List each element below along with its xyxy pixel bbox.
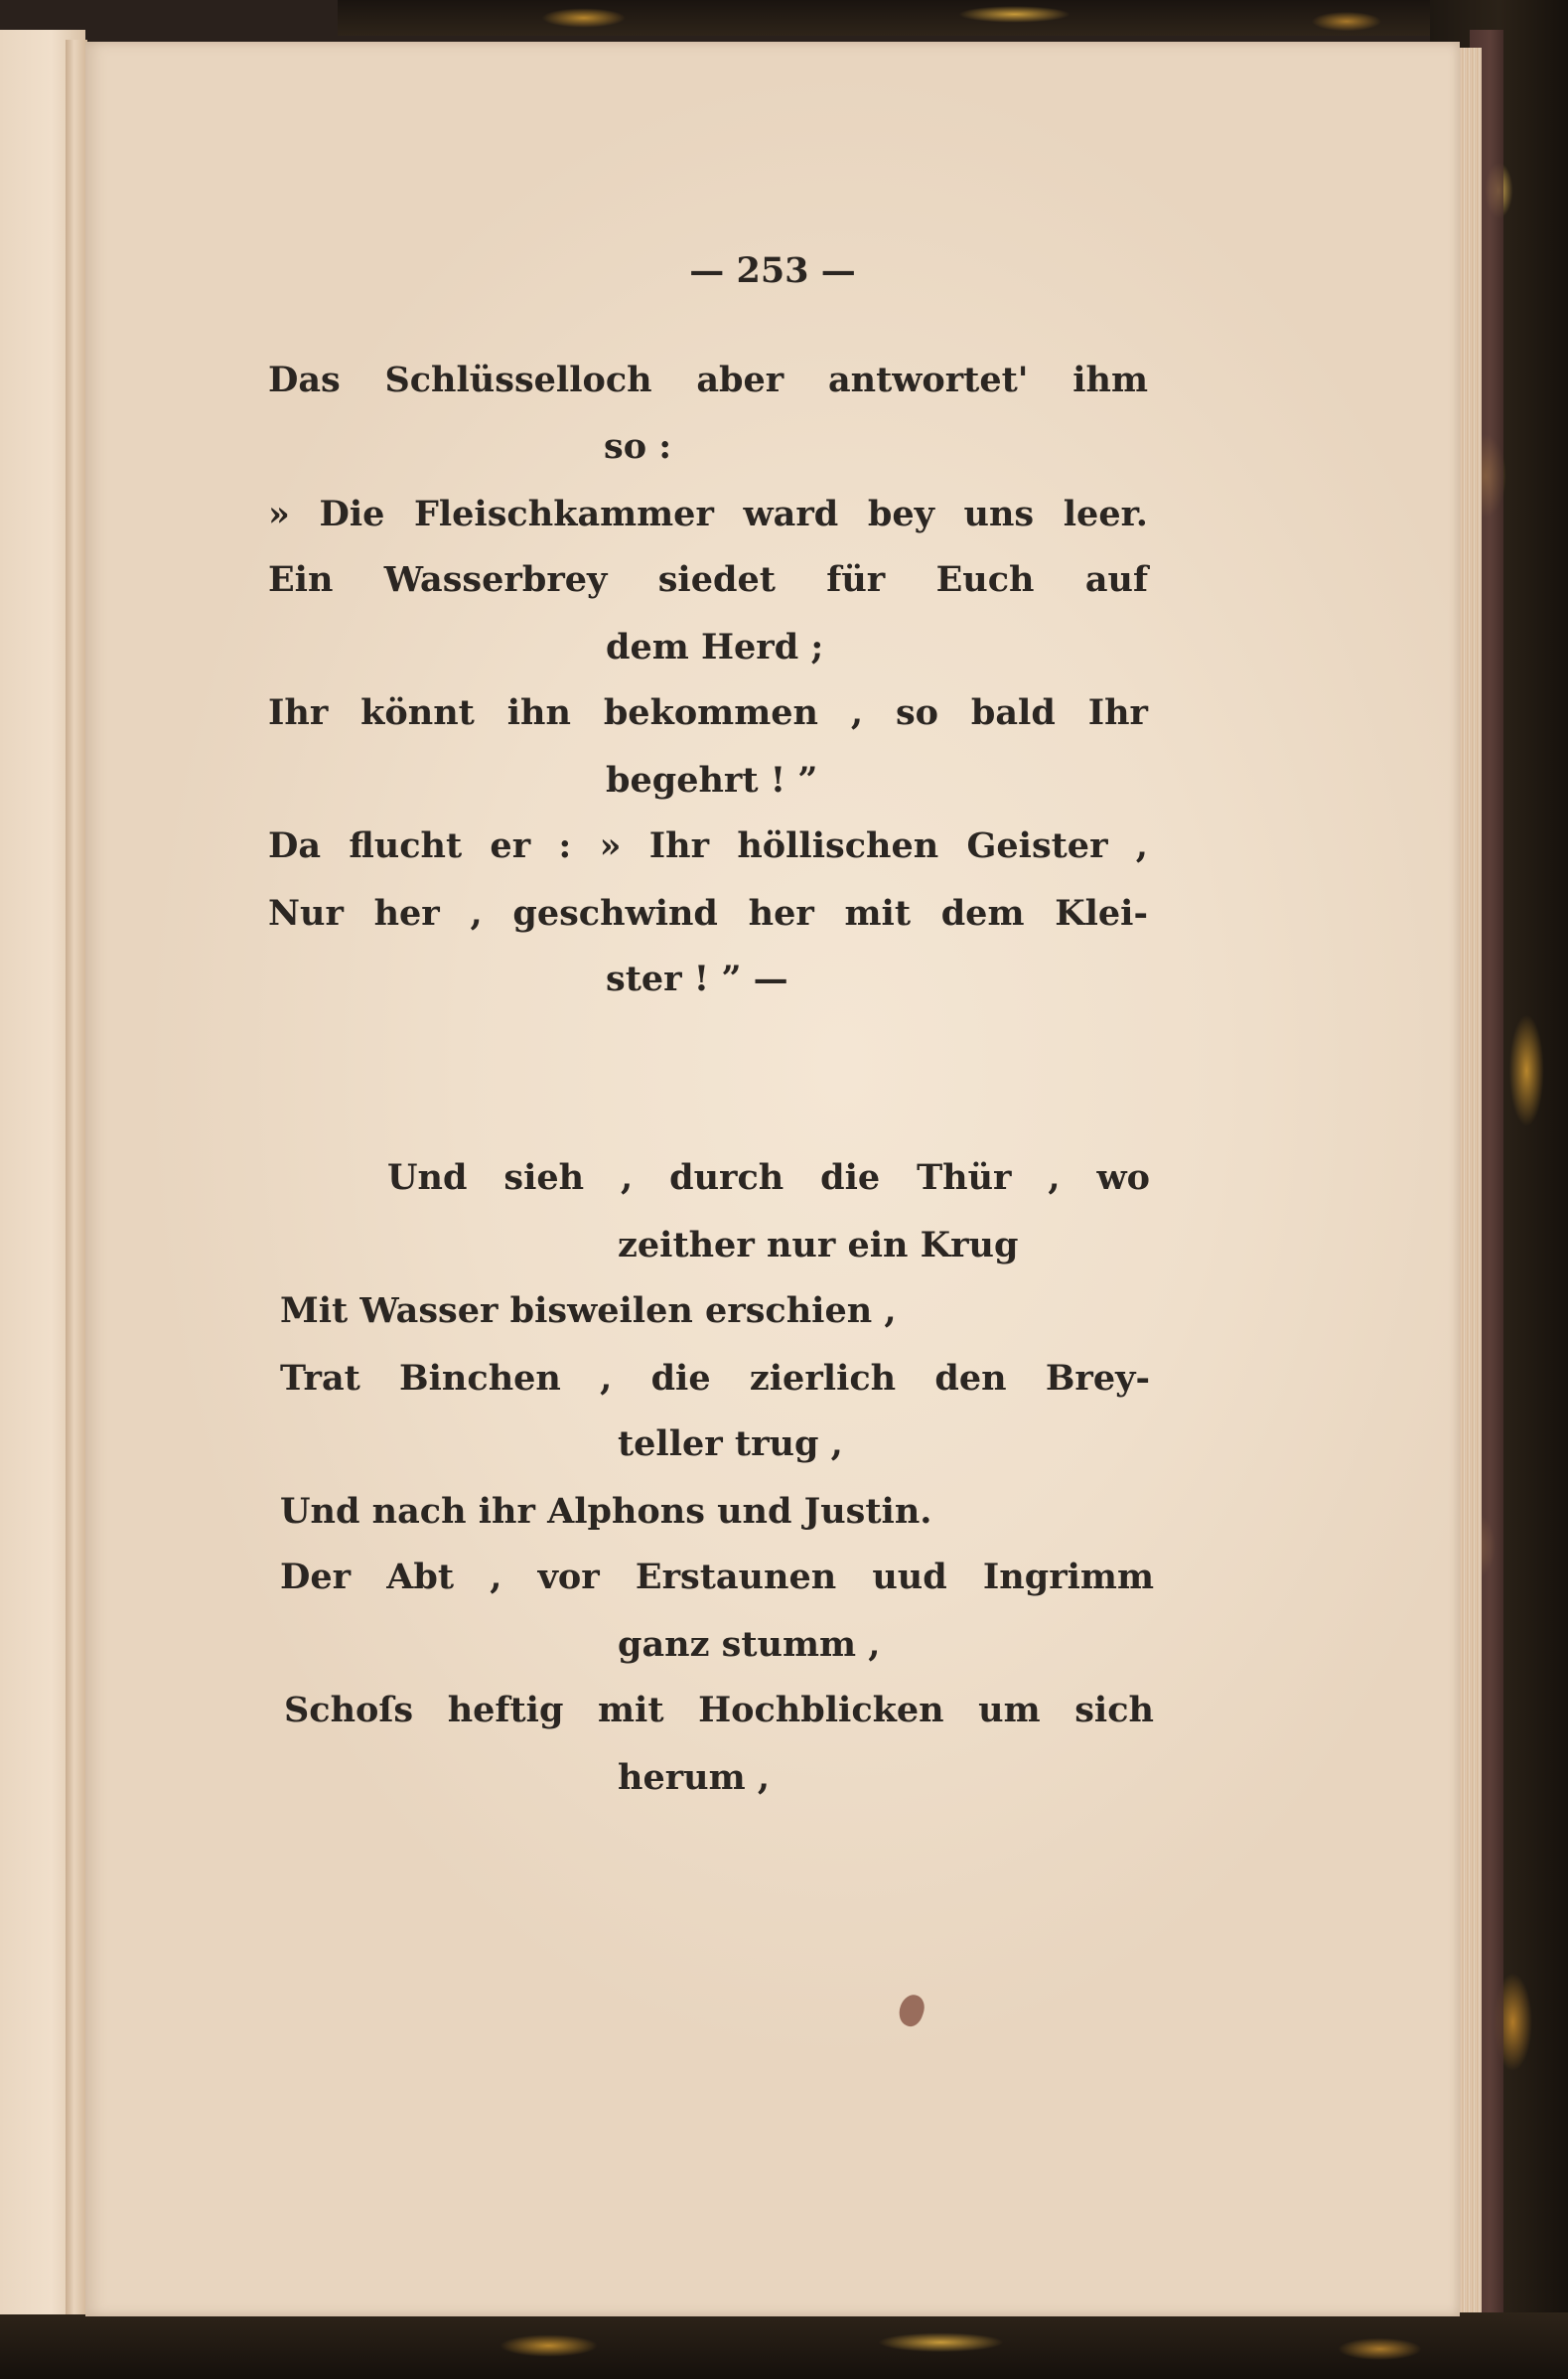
page-number: — 253 — — [689, 250, 856, 291]
verse-line: Schoſs heftig mit Hochblicken um sich — [284, 1690, 1154, 1730]
book-cover-bottom — [0, 2312, 1568, 2379]
verse-line: Ein Wasserbrey siedet für Euch auf — [268, 559, 1148, 600]
verse-line: teller trug , — [618, 1423, 843, 1464]
verse-line: dem Herd ; — [606, 627, 824, 668]
verse-line: Und nach ihr Alphons und Justin. — [280, 1491, 932, 1532]
verse-line: Nur her , geschwind her mit dem Klei- — [268, 893, 1148, 934]
verse-line: Das Schlüsselloch aber antwortet' ihm — [268, 360, 1148, 400]
verse-line: herum , — [618, 1757, 771, 1798]
book-gutter — [66, 40, 87, 2314]
verse-line: » Die Fleischkammer ward bey uns leer. — [268, 494, 1148, 534]
verse-line: zeither nur ein Krug — [618, 1225, 1019, 1265]
verse-line: Ihr könnt ihn bekommen , so bald Ihr — [268, 692, 1148, 733]
verse-line: Der Abt , vor Erstaunen uud Ingrimm — [280, 1557, 1154, 1597]
verse-line: Trat Binchen , die zierlich den Brey- — [280, 1358, 1150, 1399]
verse-line: Und sieh , durch die Thür , wo — [387, 1157, 1150, 1198]
verse-line: so : — [604, 426, 672, 467]
verse-line: Da flucht er : » Ihr höllischen Geister , — [268, 825, 1148, 866]
verse-line: ganz stumm , — [618, 1624, 881, 1665]
verse-line: begehrt ! ” — [606, 760, 818, 801]
verse-line: ster ! ” — — [606, 959, 788, 999]
verse-line: Mit Wasser bisweilen erschien , — [280, 1290, 897, 1331]
book-cover-top — [338, 0, 1568, 36]
